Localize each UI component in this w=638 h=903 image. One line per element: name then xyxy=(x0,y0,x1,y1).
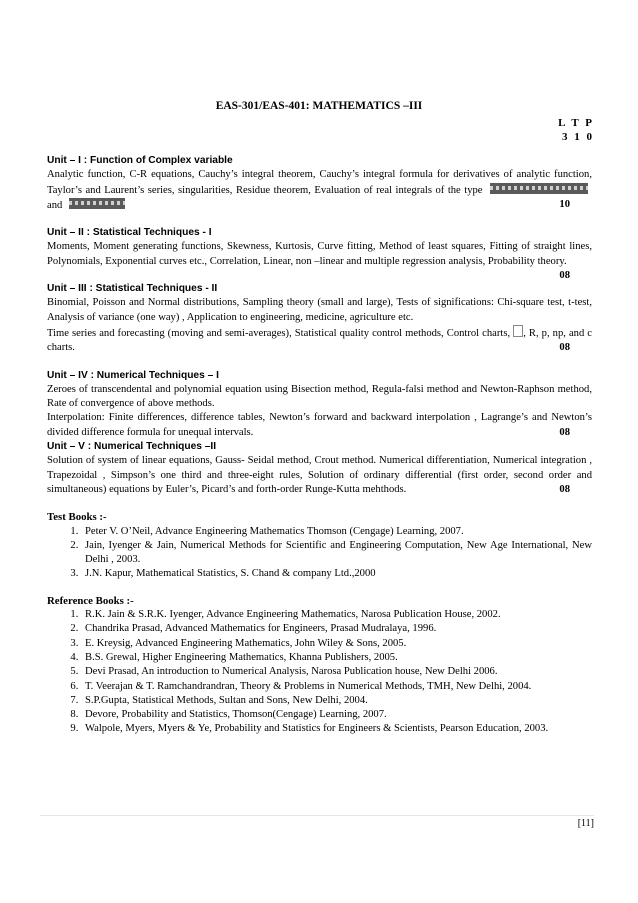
unit-marks: 08 xyxy=(559,483,570,495)
unit-marks: 08 xyxy=(559,426,570,438)
syllabus-content xyxy=(47,154,592,737)
unit-heading: Unit – IV : Numerical Techniques – I xyxy=(47,369,219,381)
unit-marks: 10 xyxy=(559,198,570,210)
list-item: 3. E. Kreysig, Advanced Engineering Mathematics, John Wiley & Sons, 2005. xyxy=(81,637,592,651)
unit-1 xyxy=(47,154,592,213)
unit-text xyxy=(47,240,592,282)
list-item: 3. J.N. Kapur, Mathematical Statistics, S. Chand & company Ltd.,2000 xyxy=(81,567,592,581)
unit-text-part: Solution of system of linear equations, Gauss- Seidal method, Crout method. Numerical differentiation, Numerical integration , Trapezoidal , Simpson’s one third and three-eight rules, Solution of ordinary differential (first order, second order and simultaneous) equations by Euler’s, Picard’s and forth-order Runge-Kutta mehthods. xyxy=(47,455,592,495)
test-books-heading: Test Books :- xyxy=(47,511,107,524)
list-item: 2. Jain, Iyenger & Jain, Numerical Methods for Scientific and Engineering Computation, New Age International, New Delhi , 2003. xyxy=(81,539,592,568)
unit-text: Time series and forecasting (moving and semi-averages), Statistical quality control methods, Control charts, , R, p, np, and c charts. 08 xyxy=(47,325,592,356)
list-item: 4. B.S. Grewal, Higher Engineering Mathematics, Khanna Publishers, 2005. xyxy=(81,651,592,665)
list-item: 1. R.K. Jain & S.R.K. Iyenger, Advance Engineering Mathematics, Narosa Publication House, 2002. xyxy=(81,608,592,622)
unit-heading: Unit – III : Statistical Techniques - II xyxy=(47,283,218,295)
integral-formula-image xyxy=(69,198,125,209)
list-item: 8. Devore, Probability and Statistics, Thomson(Cengage) Learning, 2007. xyxy=(81,708,592,722)
test-books-list xyxy=(47,525,592,582)
unit-4 xyxy=(47,369,592,440)
unit-heading: Unit – V : Numerical Techniques –II xyxy=(47,441,217,453)
unit-text xyxy=(47,411,592,440)
ltp-values: 3 1 0 xyxy=(562,131,594,143)
unit-text-part: Interpolation: Finite differences, difference tables, Newton’s forward and backward interpolation , Lagrange’s and Newton’s divided difference formula for unequal intervals. xyxy=(47,412,592,438)
unit-text-part: Analytic function, C-R equations, Cauchy’s integral theorem, Cauchy’s integral formula for derivatives of analytic function, Taylor’s and Laurent’s series, singularities, Residue theorem, Evaluation of real integrals of the type xyxy=(47,169,592,196)
list-item: 2. Chandrika Prasad, Advanced Mathematics for Engineers, Prasad Mudralaya, 1996. xyxy=(81,622,592,636)
ltp-label: L T P xyxy=(558,117,594,129)
unit-marks: 08 xyxy=(559,270,570,282)
x-bar-symbol-image xyxy=(513,325,523,337)
list-item: 6. T. Veerajan & T. Ramchandrandran, Theory & Problems in Numerical Methods, TMH, New Delhi, 2004. xyxy=(81,680,592,694)
unit-text-part: R, p, np, and c charts. xyxy=(47,327,592,354)
reference-books-heading: Reference Books :- xyxy=(47,594,134,607)
unit-text-part: Moments, Moment generating functions, Skewness, Kurtosis, Curve fitting, Method of least squares, Fitting of straight lines, Polynomials, Exponential curves etc., Correlation, Linear, non –linear and multiple regression analysis, Probability theory. xyxy=(47,241,592,267)
unit-text: Binomial, Poisson and Normal distributions, Sampling theory (small and large), Tests of significations: Chi-square test, t-test, Analysis of variance (one way) , Application to engineering, medicine, agriculture etc. xyxy=(47,297,592,323)
unit-3 xyxy=(47,282,592,355)
unit-text xyxy=(47,454,592,497)
list-item: 5. Devi Prasad, An introduction to Numerical Analysis, Narosa Publication house, New Delhi 2006. xyxy=(81,665,592,679)
unit-marks: 08 xyxy=(559,342,570,354)
footer-divider xyxy=(40,815,594,816)
unit-text-part: Time series and forecasting (moving and semi-averages), Statistical quality control methods, Control charts, xyxy=(47,327,511,339)
list-item: 9. Walpole, Myers, Myers & Ye, Probability and Statistics for Engineers & Scientists, Pearson Education, 2003. xyxy=(81,722,592,736)
unit-2 xyxy=(47,226,592,282)
course-title: EAS-301/EAS-401: MATHEMATICS –III xyxy=(215,100,423,112)
list-item: 7. S.P.Gupta, Statistical Methods, Sultan and Sons, New Delhi, 2004. xyxy=(81,694,592,708)
unit-text: Zeroes of transcendental and polynomial equation using Bisection method, Regula-falsi method and Newton-Raphson method, Rate of convergence of above methods. xyxy=(47,383,592,410)
list-item: 1. Peter V. O’Neil, Advance Engineering Mathematics Thomson (Cengage) Learning, 2007. xyxy=(81,525,592,539)
reference-books-list xyxy=(47,608,592,737)
unit-text xyxy=(47,168,592,213)
unit-heading: Unit – I : Function of Complex variable xyxy=(47,155,233,166)
unit-text-and: and xyxy=(47,199,63,211)
integral-formula-image xyxy=(490,183,588,194)
page-number: [11] xyxy=(577,818,594,829)
unit-heading: Unit – II : Statistical Techniques - I xyxy=(47,227,212,239)
unit-5 xyxy=(47,440,592,497)
